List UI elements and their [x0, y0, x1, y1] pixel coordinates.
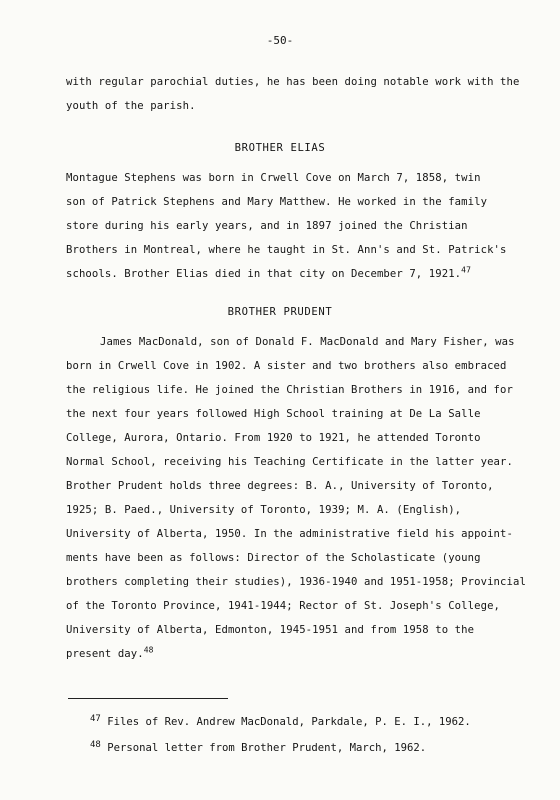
text-line: College, Aurora, Ontario. From 1920 to 1921, he attended Toronto	[66, 432, 481, 444]
section-heading-elias: BROTHER ELIAS	[234, 142, 326, 154]
text-line: the next four years followed High School training at De La Salle	[66, 408, 481, 420]
text-line: Brother Prudent holds three degrees: B. A., University of Toronto,	[66, 480, 494, 492]
text-line: University of Alberta, Edmonton, 1945-1951 and from 1958 to the	[66, 624, 475, 636]
text-line: the religious life. He joined the Christian Brothers in 1916, and for	[66, 384, 513, 396]
footnote-ref: 48	[143, 645, 154, 655]
footnote-ref: 47	[461, 265, 471, 275]
footnote-divider	[68, 698, 228, 699]
text-line-body: schools. Brother Elias died in that city on December 7, 1921.	[66, 268, 462, 280]
footnote-number: 48	[90, 740, 101, 750]
text-line: Normal School, receiving his Teaching Certificate in the latter year.	[66, 456, 513, 468]
footnote-text: Personal letter from Brother Prudent, March, 1962.	[107, 742, 427, 754]
section-heading-prudent: BROTHER PRUDENT	[227, 306, 333, 318]
text-line: youth of the parish.	[66, 100, 196, 112]
footnote-48	[90, 742, 426, 756]
text-line: born in Crwell Cove in 1902. A sister and two brothers also embraced	[66, 360, 507, 372]
text-line: ments have been as follows: Director of the Scholasticate (young	[66, 552, 481, 564]
text-line: of the Toronto Province, 1941-1944; Rector of St. Joseph's College,	[66, 600, 501, 612]
text-line: University of Alberta, 1950. In the administrative field his appoint-	[66, 528, 513, 540]
text-line: 1925; B. Paed., University of Toronto, 1939; M. A. (English),	[66, 504, 462, 516]
text-line	[66, 645, 154, 661]
footnote-47	[90, 716, 471, 730]
footnote-text: Files of Rev. Andrew MacDonald, Parkdale, P. E. I., 1962.	[107, 716, 471, 728]
footnote-number: 47	[90, 714, 101, 724]
text-line: Brothers in Montreal, where he taught in St. Ann's and St. Patrick's	[66, 244, 507, 256]
text-line: store during his early years, and in 1897 joined the Christian	[66, 220, 468, 232]
text-line: brothers completing their studies), 1936-1940 and 1951-1958; Provincial	[66, 576, 526, 588]
text-line: son of Patrick Stephens and Mary Matthew. He worked in the family	[66, 196, 488, 208]
text-line: Montague Stephens was born in Crwell Cove on March 7, 1858, twin	[66, 172, 481, 184]
page-number: -50-	[266, 34, 294, 47]
text-line	[66, 265, 471, 281]
text-line: James MacDonald, son of Donald F. MacDonald and Mary Fisher, was	[100, 336, 515, 348]
text-line-body: present day.	[66, 648, 144, 660]
text-line: with regular parochial duties, he has been doing notable work with the	[66, 76, 520, 88]
